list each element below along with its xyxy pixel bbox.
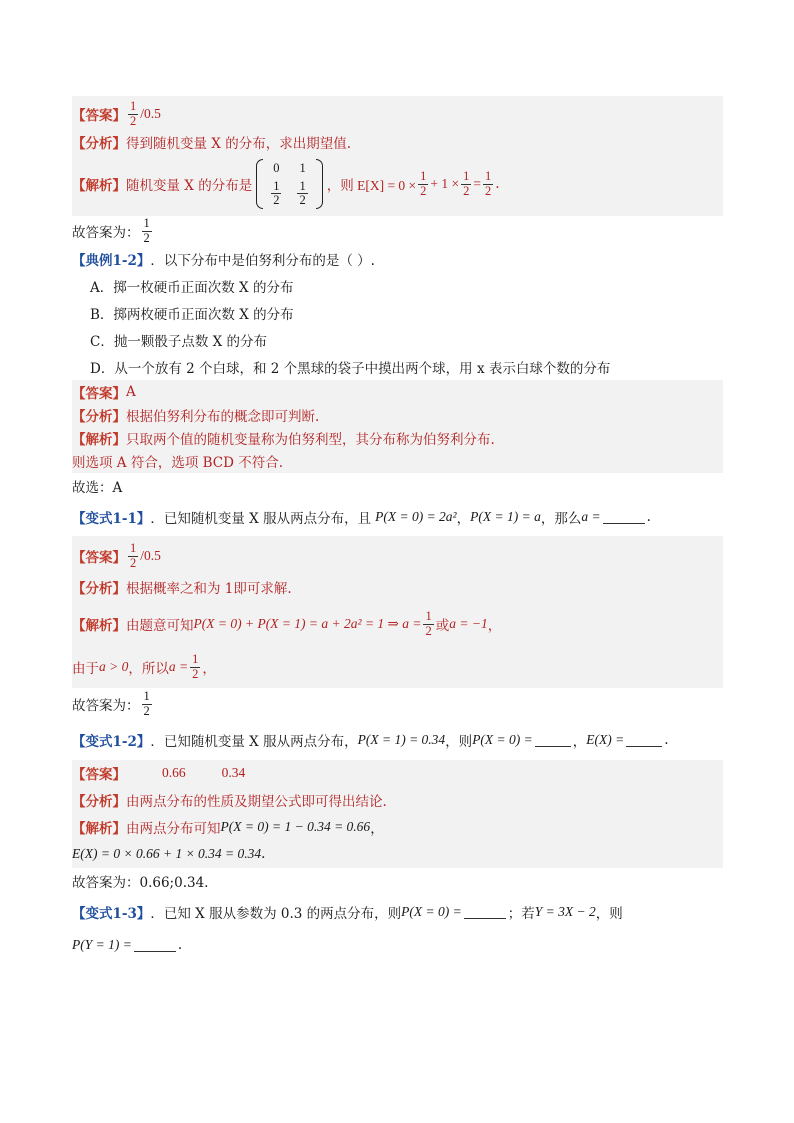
example-label: 【典例1-2】 xyxy=(72,253,151,269)
answer-line: 【答案】 0.66 0.34 xyxy=(72,765,246,783)
answer-blank xyxy=(603,511,645,524)
analysis-line xyxy=(72,128,723,156)
distribution-matrix: 0 1 $\frac{1}{2}$ $\frac{1}{2}$ xyxy=(256,159,323,209)
document-content xyxy=(72,96,723,960)
option-a: A．掷一枚硬币正面次数 X 的分布 xyxy=(90,279,294,296)
variant-1-1-stem: 【变式1-1】 ．已知随机变量 X 服从两点分布，且 P(X = 0) = 2a² ， P(X = 1) = a ，那么 a = . xyxy=(72,509,651,527)
analysis-label: 【分析】 xyxy=(72,136,126,152)
answer-line xyxy=(72,100,723,128)
answer-line: 【答案】 A xyxy=(72,383,136,402)
analysis-text: 得到随机变量 X 的分布，求出期望值. xyxy=(126,136,351,152)
solution-prefix: 随机变量 X 的分布是 xyxy=(126,178,253,194)
option-d: D．从一个放有 2 个白球，和 2 个黑球的袋子中摸出两个球，用 x 表示白球个数的分布 xyxy=(90,360,611,377)
final-answer-line: 故答案为： $\frac{1}{2}$ xyxy=(72,216,150,245)
solution-line: 【解析】 只取两个值的随机变量称为伯努利型，其分布称为伯努利分布. xyxy=(72,431,495,448)
analysis-line: 【分析】 根据概率之和为 1即可求解. xyxy=(72,581,292,597)
variant-1-3-stem: 【变式1-3】 ．已知 X 服从参数为 0.3 的两点分布，则 P(X = 0) = ；若 Y = 3X − 2 ，则 xyxy=(72,904,623,922)
variant-1-2-stem: 【变式1-2】 ．已知随机变量 X 服从两点分布， P(X = 1) = 0.34 ，则 P(X = 0) = ， E(X) = . xyxy=(72,732,669,750)
answer-label: 【答案】 xyxy=(72,108,126,124)
answer-line: 【答案】 $\frac{1}{2}$ /0.5 xyxy=(72,541,161,570)
variant-1-3-stem-line-2: P(Y = 1) = . xyxy=(72,937,183,953)
solution-block-1 xyxy=(72,96,723,216)
final-answer-line: 故答案为：0.66;0.34. xyxy=(72,875,209,891)
solution-line: 【解析】 随机变量 X 的分布是 0 1 $\frac{1}{2}$ $\frac{1}{2}$ ，则 E[X] = 0 × $\frac{1}{2}$ + 1 × $\frac{1}{2}$ = $\frac{1}{2}$ . xyxy=(72,156,723,212)
solution-mid: ，则 E[X] = 0 × xyxy=(326,178,417,193)
solution-line: 【解析】 由两点分布可知 P(X = 0) = 1 − 0.34 = 0.66 ， xyxy=(72,818,384,837)
final-answer-line: 故答案为： $\frac{1}{2}$ xyxy=(72,689,150,718)
solution-block-4 xyxy=(72,760,723,868)
answer-suffix: /0.5 xyxy=(140,106,161,121)
analysis-line: 【分析】 由两点分布的性质及期望公式即可得出结论. xyxy=(72,793,387,810)
solution-line-2: 则选项 A 符合，选项 BCD 不符合. xyxy=(72,455,284,471)
final-answer-line: 故选：A xyxy=(72,479,123,496)
option-b: B．掷两枚硬币正面次数 X 的分布 xyxy=(90,306,294,323)
solution-line: 【解析】 由题意可知 P(X = 0) + P(X = 1) = a + 2a² = 1 ⇒ a = $\frac{1}{2}$ 或 a = −1 ， xyxy=(72,609,502,638)
solution-line-2: E(X) = 0 × 0.66 + 1 × 0.34 = 0.34 . xyxy=(72,846,266,862)
analysis-line: 【分析】 根据伯努利分布的概念即可判断. xyxy=(72,408,320,425)
fraction: $\frac{1}{2}$ xyxy=(130,99,137,128)
solution-label: 【解析】 xyxy=(72,178,126,194)
solution-block-2 xyxy=(72,380,723,473)
solution-block-3 xyxy=(72,536,723,688)
option-c: C．抛一颗骰子点数 X 的分布 xyxy=(90,333,268,350)
solution-line-2: 由于 a > 0 ，所以 a = $\frac{1}{2}$ ， xyxy=(72,652,216,681)
example-stem: 【典例1-2】 ．以下分布中是伯努利分布的是（ ）. xyxy=(72,246,723,272)
